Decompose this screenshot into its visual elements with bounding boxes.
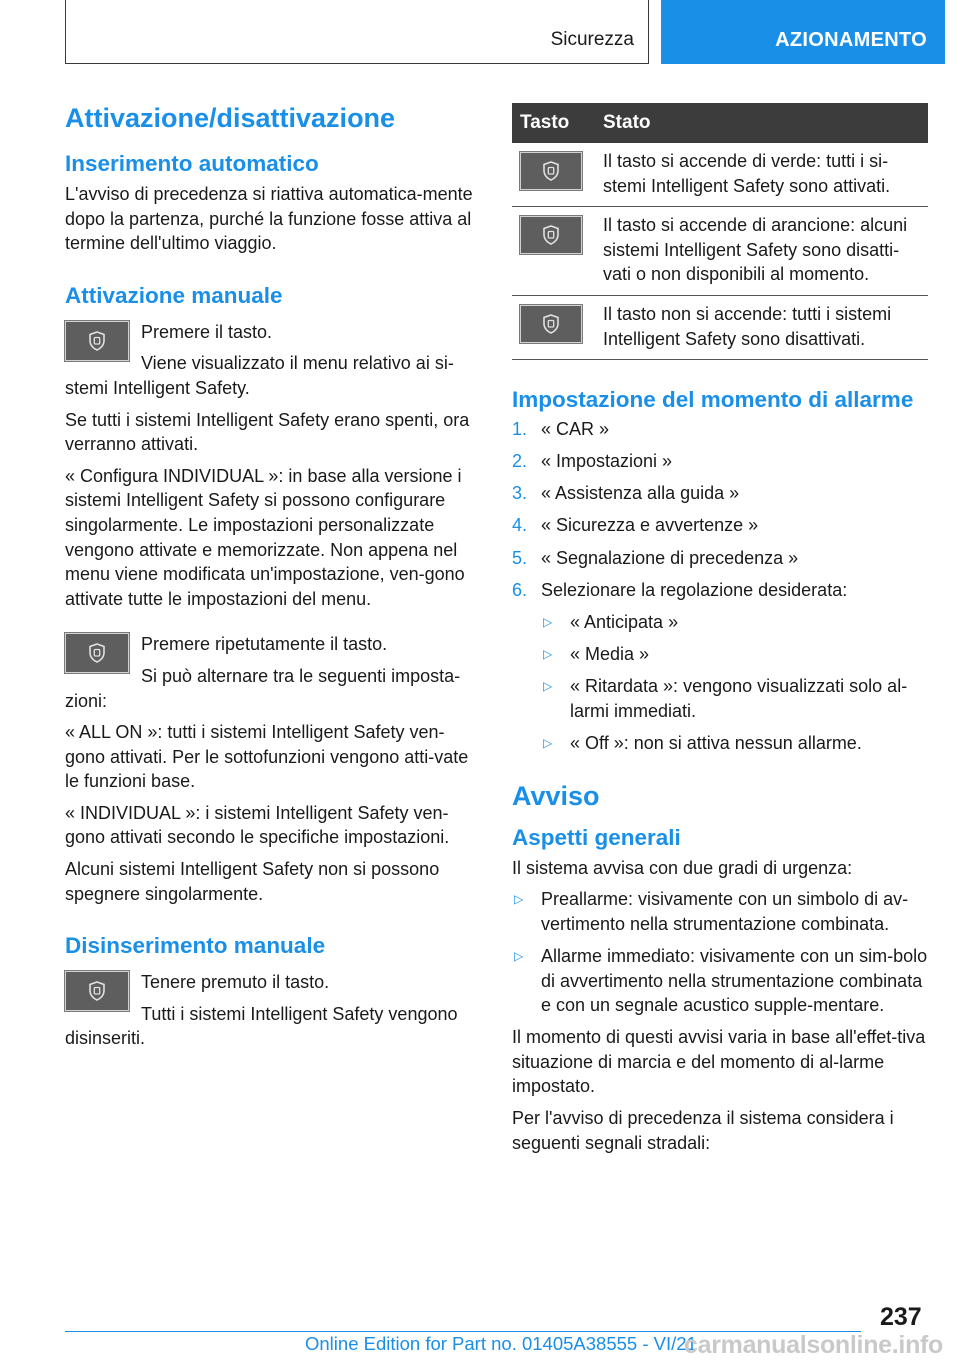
alarm-steps-list [512, 417, 928, 756]
page-number: 237 [880, 1303, 922, 1331]
list-item: ▷ « Media » [541, 642, 928, 667]
heading-alarm-time: Impostazione del momento di allarme [512, 387, 914, 413]
table-cell-state: Il tasto non si accende: tutti i sistemi Intelligent Safety sono disattivati. [595, 295, 928, 359]
left-column [65, 100, 480, 1058]
paragraph-all-off: Se tutti i sistemi Intelligent Safety erano spenti, ora verranno attivati. [65, 409, 470, 455]
triangle-right-icon: ▷ [543, 679, 553, 694]
header-chapter-label: AZIONAMENTO [775, 29, 927, 51]
table-row [512, 207, 928, 296]
list-item: ▷ « Ritardata »: vengono visualizzati solo al-larmi immediati. [543, 676, 908, 721]
triangle-right-icon: ▷ [543, 615, 553, 630]
list-item: ▷ Preallarme: visivamente con un simbolo di av-vertimento nella strumentazione combinata. [514, 889, 909, 934]
paragraph-press-repeat: Premere ripetutamente il tasto. [141, 634, 388, 655]
triangle-right-icon: ▷ [543, 736, 553, 751]
list-item: 5. « Segnalazione di precedenza » [512, 547, 799, 568]
list-item: ▷ Allarme immediato: visivamente con un sim-bolo di avvertimento nella strumentazione combinata e con un segnale acustico supple-mentare. [514, 945, 928, 1016]
paragraph-alternate: Si può alternare tra le seguenti imposta-zioni: [65, 665, 461, 711]
warning-levels-list [512, 887, 928, 1017]
paragraph-hold: Tenere premuto il tasto. [141, 972, 330, 993]
intelligent-safety-button-icon [65, 321, 129, 361]
paragraph-intro: Il sistema avvisa con due gradi di urgenza: [512, 857, 853, 878]
watermark: carmanualsonline.info [684, 1331, 944, 1359]
list-item: 4. « Sicurezza e avvertenze » [512, 515, 759, 536]
header-section-tab [65, 0, 649, 64]
table-header-key: Tasto [512, 103, 595, 143]
intelligent-safety-button-icon [520, 305, 582, 343]
paragraph-moment: Il momento di questi avvisi varia in base all'effet-tiva situazione di marcia e del momento di al-larme impostato. [512, 1027, 926, 1097]
intelligent-safety-button-icon [65, 971, 129, 1011]
intelligent-safety-button-icon [520, 152, 582, 190]
paragraph-signals: Per l'avviso di precedenza il sistema considera i seguenti segnali stradali: [512, 1108, 894, 1153]
alarm-options-list [541, 610, 928, 755]
intelligent-safety-button-icon [520, 216, 582, 254]
paragraph-auto: L'avviso di precedenza si riattiva automatica-mente dopo la partenza, purché la funzione fosse attiva al termine dell'ultimo viaggio. [65, 184, 473, 254]
heading-general: Aspetti generali [512, 824, 681, 850]
list-item: ▷ « Anticipata » [541, 610, 928, 635]
section-title: Attivazione/disattivazione [65, 103, 396, 133]
footer-edition: Online Edition for Part no. 01405A38555 - VI/21 [305, 1333, 697, 1354]
header-chapter-tab [661, 0, 945, 64]
table-cell-state: Il tasto si accende di arancione: alcuni sistemi Intelligent Safety sono disatti-vati o non disponibili al momento. [595, 207, 928, 296]
paragraph-individual: « INDIVIDUAL »: i sistemi Intelligent Safety ven-gono attivati secondo le specifiche impostazioni. [65, 802, 450, 848]
header-section-label: Sicurezza [550, 29, 634, 50]
intelligent-safety-button-icon [65, 633, 129, 673]
list-item: ▷ « Off »: non si attiva nessun allarme. [541, 731, 928, 756]
heading-manual-off: Disinserimento manuale [65, 933, 326, 959]
paragraph-configure: « Configura INDIVIDUAL »: in base alla versione i sistemi Intelligent Safety si possono configurare singolarmente. Le impostazioni personalizzate vengono attivate e memorizzate. Non appena nel menu viene modificata un'impostazione, ven-gono attivate tutte le impostazioni del menu. [65, 465, 465, 609]
triangle-right-icon: ▷ [543, 647, 553, 662]
triangle-right-icon: ▷ [514, 892, 524, 907]
list-item: 1. « CAR » [512, 419, 610, 440]
list-item: 3. « Assistenza alla guida » [512, 483, 740, 504]
button-state-table [512, 103, 928, 360]
warning-title: Avviso [512, 780, 600, 811]
heading-manual: Attivazione manuale [65, 282, 283, 308]
table-cell-state: Il tasto si accende di verde: tutti i si-stemi Intelligent Safety sono attivati. [595, 143, 928, 207]
paragraph-some-systems: Alcuni sistemi Intelligent Safety non si possono spegnere singolarmente. [65, 859, 440, 904]
right-column [512, 100, 928, 1162]
table-row [512, 143, 928, 207]
paragraph-press-once: Premere il tasto. [141, 321, 273, 342]
table-header-state: Stato [595, 103, 928, 143]
triangle-right-icon: ▷ [514, 948, 524, 963]
paragraph-menu-shown: Viene visualizzato il menu relativo ai si-stemi Intelligent Safety. [65, 353, 454, 398]
list-item: 2. « Impostazioni » [512, 451, 673, 472]
paragraph-all-on: « ALL ON »: tutti i sistemi Intelligent Safety ven-gono attivati. Per le sottofunzioni vengono atti-vate le funzioni base. [65, 722, 469, 792]
paragraph-disabled: Tutti i sistemi Intelligent Safety vengono disinseriti. [65, 1003, 458, 1049]
table-row [512, 295, 928, 359]
heading-auto: Inserimento automatico [65, 151, 319, 176]
table-header-row [512, 103, 928, 143]
list-item: 6. Selezionare la regolazione desiderata: ▷ « Anticipata » ▷ « Media » ▷ « Ritardata »: vengono visualizzati solo al-larmi immediati. ▷ « Off »: non si attiva nessun allarme. [512, 578, 928, 756]
